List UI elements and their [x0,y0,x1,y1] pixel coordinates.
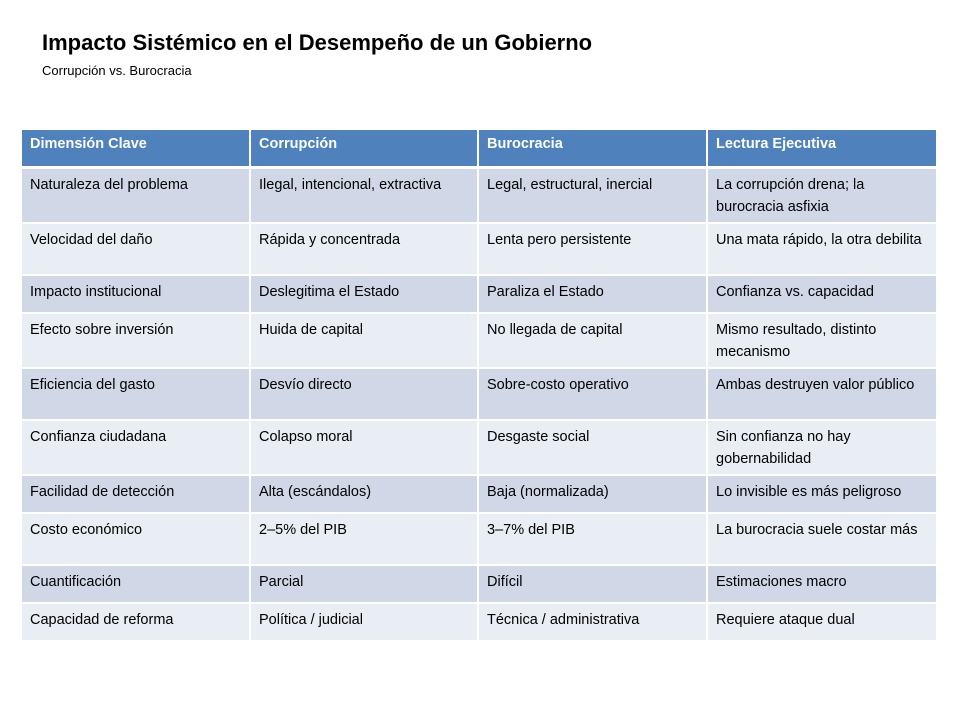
table-cell: Sin confianza no hay gobernabilidad [707,420,936,475]
table-cell: Naturaleza del problema [22,167,250,223]
table-cell: Técnica / administrativa [478,603,707,641]
table-row [22,603,936,641]
table-row [22,223,936,275]
table-cell: Mismo resultado, distinto mecanismo [707,313,936,368]
table-cell: Huida de capital [250,313,478,368]
table-cell: Efecto sobre inversión [22,313,250,368]
comparison-table [22,130,936,642]
table-cell: Alta (escándalos) [250,475,478,513]
table-cell: Lo invisible es más peligroso [707,475,936,513]
table-cell: 2–5% del PIB [250,513,478,565]
table-row [22,313,936,368]
table-cell: Paraliza el Estado [478,275,707,313]
table-cell: Requiere ataque dual [707,603,936,641]
table-row [22,475,936,513]
table-row [22,167,936,223]
table-header-row [22,130,936,167]
table-cell: Confianza vs. capacidad [707,275,936,313]
table-cell: Política / judicial [250,603,478,641]
slide-subtitle: Corrupción vs. Burocracia [42,63,192,78]
table-cell: Ambas destruyen valor público [707,368,936,420]
table-cell: Difícil [478,565,707,603]
table-cell: Desgaste social [478,420,707,475]
table-cell: Confianza ciudadana [22,420,250,475]
table-cell: Ilegal, intencional, extractiva [250,167,478,223]
table-cell: Estimaciones macro [707,565,936,603]
slide-title: Impacto Sistémico en el Desempeño de un Gobierno [42,30,593,55]
table-row [22,420,936,475]
table-cell: No llegada de capital [478,313,707,368]
table-cell: 3–7% del PIB [478,513,707,565]
table-cell: Lenta pero persistente [478,223,707,275]
header-corruption: Corrupción [250,130,478,167]
table-row [22,368,936,420]
header-executive-reading: Lectura Ejecutiva [707,130,936,167]
table-cell: Una mata rápido, la otra debilita [707,223,936,275]
table-cell: Parcial [250,565,478,603]
table-cell: Impacto institucional [22,275,250,313]
table-cell: Capacidad de reforma [22,603,250,641]
table-cell: La burocracia suele costar más [707,513,936,565]
table-cell: Deslegitima el Estado [250,275,478,313]
table-cell: Rápida y concentrada [250,223,478,275]
table-row [22,275,936,313]
table-cell: Legal, estructural, inercial [478,167,707,223]
table-cell: Velocidad del daño [22,223,250,275]
table-cell: Eficiencia del gasto [22,368,250,420]
table-cell: Baja (normalizada) [478,475,707,513]
table-cell: Costo económico [22,513,250,565]
header-dimension: Dimensión Clave [22,130,250,167]
table-cell: Sobre-costo operativo [478,368,707,420]
table-cell: Cuantificación [22,565,250,603]
table-cell: La corrupción drena; la burocracia asfixia [707,167,936,223]
header-bureaucracy: Burocracia [478,130,707,167]
table-cell: Colapso moral [250,420,478,475]
table-cell: Desvío directo [250,368,478,420]
table-cell: Facilidad de detección [22,475,250,513]
table-row [22,565,936,603]
table-row [22,513,936,565]
